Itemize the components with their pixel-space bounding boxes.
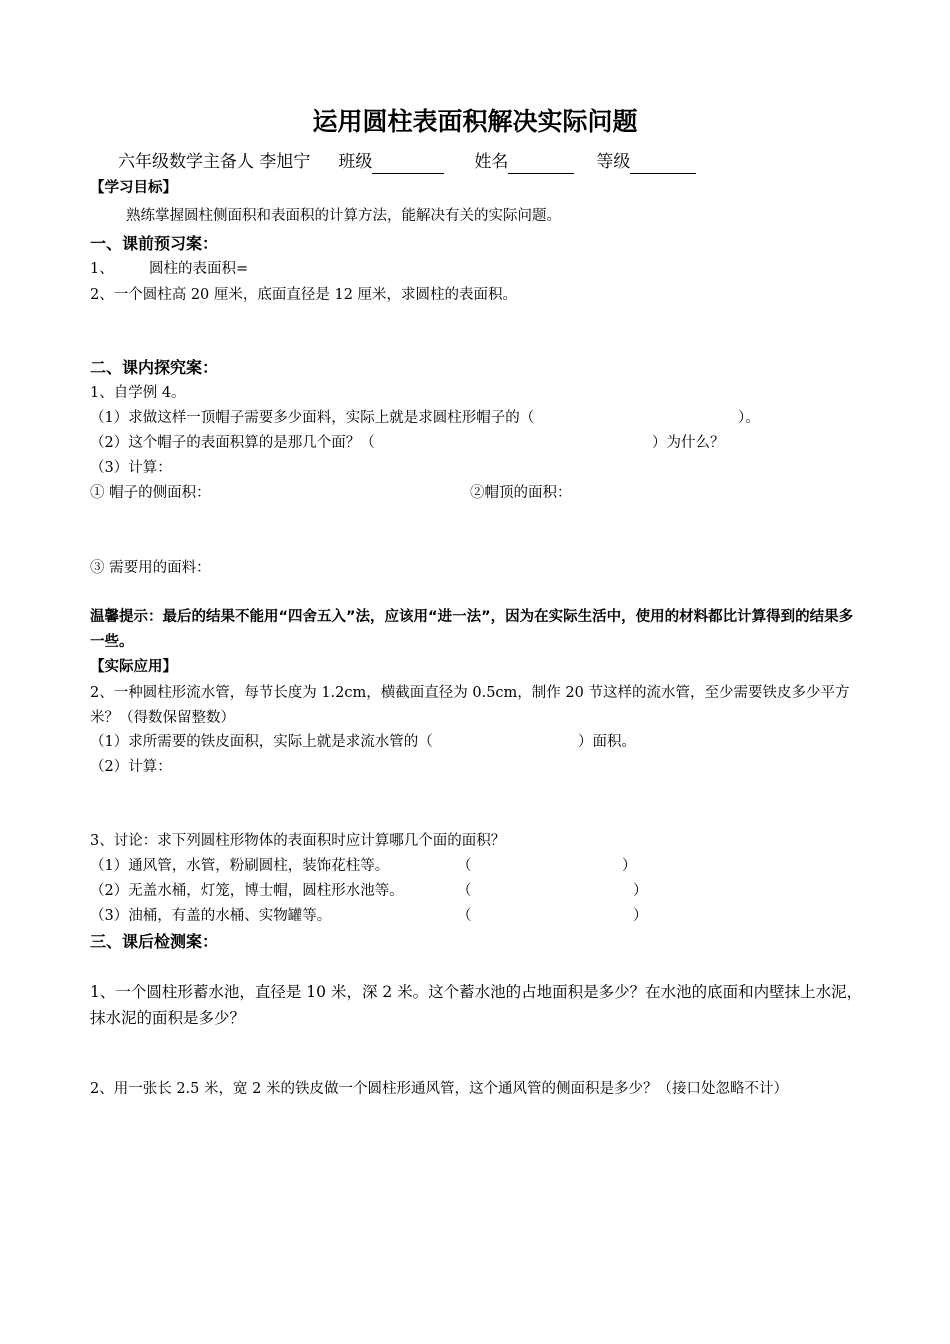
- discussion-item-2: （2）无盖水桶，灯笼，博士帽，圆柱形水池等。: [90, 883, 404, 899]
- name-label: 姓名: [474, 152, 509, 172]
- calc-fabric: ③ 需要用的面料：: [90, 560, 211, 576]
- grade-label: 等级: [596, 152, 631, 172]
- name-field[interactable]: [508, 155, 574, 174]
- test-heading: 三、课后检测案：: [90, 932, 219, 951]
- explore-s1-left: （1）求做这样一顶帽子需要多少面料，实际上就是求圆柱形帽子的（: [90, 410, 535, 426]
- explore-q1: 1、自学例 4。: [90, 385, 186, 401]
- objective-text: 熟练掌握圆柱侧面积和表面积的计算方法，能解决有关的实际问题。: [126, 208, 561, 224]
- explore-s3: （3）计算：: [90, 460, 172, 476]
- page-title: 运用圆柱表面积解决实际问题: [312, 107, 638, 136]
- discussion-paren-open-2: （: [457, 883, 472, 899]
- preview-heading: 一、课前预习案：: [90, 234, 219, 253]
- tip-text: 温馨提示：最后的结果不能用“四舍五入”法，应该用“进一法”，因为在实际生活中，使用的材料都比计算得到的结果多一些。: [90, 609, 854, 650]
- objective-heading: 【学习目标】: [90, 180, 177, 196]
- class-label: 班级: [338, 152, 373, 172]
- preparer-text: 六年级数学主备人 李旭宁: [118, 152, 311, 172]
- discussion-item-3: （3）油桶，有盖的水桶、实物罐等。: [90, 908, 332, 924]
- test-q2: 2、用一张长 2.5 米，宽 2 米的铁皮做一个圆柱形通风管，这个通风管的侧面积是多少？（接口处忽略不计）: [90, 1081, 788, 1097]
- preview-q1-num: 1、: [90, 261, 114, 277]
- calc-hat-side: ① 帽子的侧面积：: [90, 485, 211, 501]
- header-line: [118, 150, 696, 174]
- application-s1-left: （1）求所需要的铁皮面积，实际上就是求流水管的（: [90, 734, 433, 750]
- class-field[interactable]: [372, 155, 444, 174]
- discussion-paren-close-1: ）: [622, 858, 637, 874]
- grade-field[interactable]: [630, 155, 696, 174]
- application-s1-right: ）面积。: [578, 734, 636, 750]
- explore-s1-right: ）。: [738, 410, 760, 426]
- test-q1: 1、一个圆柱形蓄水池，直径是 10 米，深 2 米。这个蓄水池的占地面积是多少？在水池的底面和内壁抹上水泥，抹水泥的面积是多少？: [90, 983, 863, 1027]
- calc-hat-top: ②帽顶的面积：: [470, 485, 572, 501]
- explore-s2-left: （2）这个帽子的表面积算的是那几个面？（: [90, 435, 375, 451]
- application-q2: 2、一种圆柱形流水管，每节长度为 1.2cm，横截面直径为 0.5cm，制作 20 节这样的流水管，至少需要铁皮多少平方米？（得数保留整数）: [90, 685, 850, 726]
- discussion-q3: 3、讨论：求下列圆柱形物体的表面积时应计算哪几个面的面积？: [90, 833, 506, 849]
- application-s2: （2）计算：: [90, 759, 172, 775]
- application-heading: 【实际应用】: [90, 659, 177, 675]
- preview-q2: 2、一个圆柱高 20 厘米，底面直径是 12 厘米，求圆柱的表面积。: [90, 287, 518, 303]
- discussion-item-1: （1）通风管，水管，粉刷圆柱，装饰花柱等。: [90, 858, 390, 874]
- discussion-paren-close-3: ）: [633, 908, 648, 924]
- explore-heading: 二、课内探究案：: [90, 358, 219, 377]
- discussion-paren-close-2: ）: [633, 883, 648, 899]
- discussion-paren-open-1: （: [457, 858, 472, 874]
- explore-s2-right: ）为什么？: [652, 435, 725, 451]
- preview-q1-text: 圆柱的表面积=: [149, 261, 249, 277]
- discussion-paren-open-3: （: [457, 908, 472, 924]
